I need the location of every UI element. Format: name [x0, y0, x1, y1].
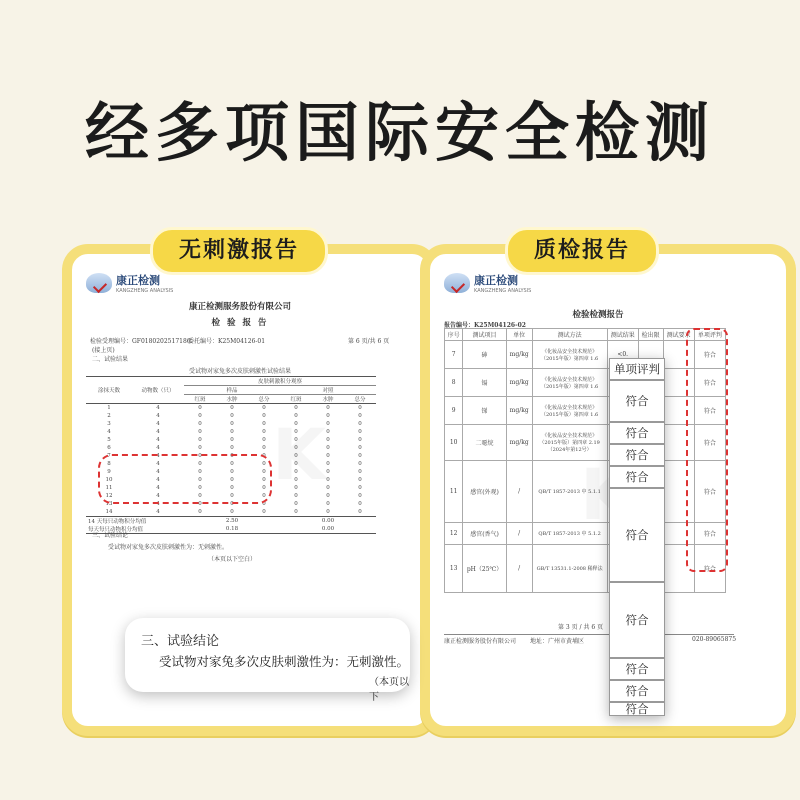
- table-cell: 0: [358, 413, 362, 419]
- table-cell: 0: [230, 453, 234, 459]
- table-cell: 0: [230, 413, 234, 419]
- judgement-header: 单项评判: [609, 358, 665, 380]
- col-header-top: 皮肤刺激积分观察: [184, 377, 376, 386]
- judgement-cell: 符合: [609, 702, 665, 716]
- table-cell: 4: [107, 429, 111, 435]
- table-cell: 0: [198, 461, 202, 467]
- quality-report-card: [420, 244, 796, 736]
- table-cell: 0: [294, 501, 298, 507]
- report-title: 检验检测报告: [572, 310, 624, 320]
- sum-label: 14 天每只动物积分均值: [88, 519, 147, 525]
- table-cell: 4: [156, 453, 160, 459]
- table-cell: 4: [156, 477, 160, 483]
- table-cell: 锑: [463, 397, 506, 425]
- table-cell: 0: [262, 501, 266, 507]
- table-cell: 0: [198, 493, 202, 499]
- conclusion-text: 受试物对家兔多次皮肤刺激性为：无刺激性。: [108, 544, 229, 551]
- table-cell: 5: [107, 437, 111, 443]
- tag-quality-report: 质检报告: [505, 227, 659, 275]
- report-number: 报告编号：K25M04126-02: [444, 322, 526, 329]
- table-cell: 0: [198, 469, 202, 475]
- table-cell: 4: [156, 509, 160, 515]
- table-cell: 0: [230, 405, 234, 411]
- judgement-cell: 符合: [609, 488, 665, 582]
- sub-total: 总分: [354, 397, 366, 403]
- page-number: 第 3 页 / 共 6 页: [558, 624, 604, 631]
- table-cell: 0: [198, 509, 202, 515]
- table-cell: 符合: [694, 397, 725, 425]
- table-cell: 符合: [694, 523, 725, 545]
- table-cell: 0: [294, 509, 298, 515]
- zoom-heading: 三、试验结论: [141, 634, 220, 649]
- table-row: [86, 404, 376, 413]
- judgement-cell: 符合: [609, 658, 665, 680]
- sub-erythema: 红斑: [290, 397, 302, 403]
- table-cell: 4: [156, 501, 160, 507]
- table-cell: 14: [105, 509, 113, 515]
- table-cell: 0: [358, 493, 362, 499]
- table-cell: 0: [326, 429, 330, 435]
- table-cell: 0: [262, 437, 266, 443]
- table-cell: 11: [105, 485, 113, 491]
- table-cell: 0: [198, 501, 202, 507]
- table-cell: 0: [358, 453, 362, 459]
- table-cell: 0: [358, 485, 362, 491]
- table-cell: 4: [156, 421, 160, 427]
- table-cell: 《化妆品安全技术规范》（2015年版）第四章 1.6: [532, 369, 607, 397]
- table-cell: 10: [105, 477, 113, 483]
- table-cell: 0: [358, 421, 362, 427]
- table-cell: 12: [445, 523, 463, 545]
- table-row: [445, 397, 726, 425]
- table-row: [86, 444, 376, 452]
- table-cell: 0: [294, 437, 298, 443]
- table-caption: 受试物对家兔多次皮肤刺激性试验结果: [188, 368, 291, 375]
- table-cell: pH（25℃）: [463, 545, 506, 593]
- table-cell: 0: [326, 485, 330, 491]
- column-header: 测试方法: [532, 329, 607, 341]
- table-cell: 1: [107, 405, 111, 411]
- table-cell: 0: [230, 485, 234, 491]
- table-cell: 9: [107, 469, 111, 475]
- sum-sample: 2.50: [225, 518, 239, 524]
- table-row: [445, 545, 726, 593]
- logo-name: 康正检测: [116, 274, 160, 287]
- table-cell: 镉: [463, 369, 506, 397]
- table-cell: /: [506, 523, 532, 545]
- table-cell: 0: [262, 469, 266, 475]
- section-results: 二、试验结果: [92, 356, 129, 363]
- table-cell: 9: [445, 397, 463, 425]
- table-cell: mg/kg: [506, 425, 532, 461]
- section-conclusion: 三、试验结论: [92, 532, 129, 539]
- table-cell: 《化妆品安全技术规范》（2015年版）第四章 1.6: [532, 397, 607, 425]
- judgement-cell: 符合: [609, 422, 665, 444]
- table-row: [86, 420, 376, 428]
- group-sample: 样品: [184, 386, 280, 395]
- table-cell: 0: [358, 469, 362, 475]
- zoom-note: （本页以下: [369, 677, 409, 703]
- judgement-cell: 符合: [609, 466, 665, 488]
- meta-accept-no: 检验受理编号：GF0180202517186: [90, 338, 191, 345]
- column-header: 序号: [445, 329, 463, 341]
- table-cell: 0: [326, 421, 330, 427]
- table-cell: 0: [358, 445, 362, 451]
- table-cell: 0: [326, 469, 330, 475]
- blank-note: （本页以下空白）: [208, 556, 257, 563]
- table-cell: 0: [294, 405, 298, 411]
- table-row: [445, 425, 726, 461]
- column-header: 检出限: [638, 329, 663, 341]
- table-cell: 0: [294, 445, 298, 451]
- sub-edema: 水肿: [322, 397, 334, 403]
- table-cell: 4: [156, 469, 160, 475]
- table-cell: 6: [107, 445, 111, 451]
- table-cell: 7: [107, 453, 111, 459]
- footer-company: 康正检测服务股份有限公司: [444, 638, 517, 645]
- judgement-cell: 符合: [609, 380, 665, 422]
- table-cell: /: [506, 545, 532, 593]
- table-cell: 0: [358, 429, 362, 435]
- continued-note: (接上页): [92, 347, 115, 354]
- table-cell: 0: [198, 445, 202, 451]
- table-row: [445, 369, 726, 397]
- avg-control: 0.00: [321, 526, 335, 532]
- logo-sub: KANGZHENG ANALYSIS: [116, 288, 174, 294]
- judgement-cell: 符合: [609, 680, 665, 702]
- column-header: 单项评判: [694, 329, 725, 341]
- table-cell: 0: [198, 437, 202, 443]
- table-cell: 0: [358, 405, 362, 411]
- table-cell: 0: [262, 509, 266, 515]
- table-cell: 二噁烷: [463, 425, 506, 461]
- table-cell: 0: [262, 477, 266, 483]
- table-cell: 0: [326, 445, 330, 451]
- sum-control: 0.00: [321, 518, 335, 524]
- table-cell: 0: [230, 437, 234, 443]
- table-cell: 3: [107, 421, 111, 427]
- table-cell: 《化妆品安全技术规范》（2015年版）第四章 1.6: [532, 341, 607, 369]
- table-cell: 13: [105, 501, 113, 507]
- table-cell: 0: [358, 461, 362, 467]
- table-cell: 8: [445, 369, 463, 397]
- table-cell: 0: [294, 453, 298, 459]
- table-cell: 0: [358, 437, 362, 443]
- table-cell: 0: [198, 405, 202, 411]
- table-cell: 符合: [694, 545, 725, 593]
- table-cell: 感官(外观): [463, 461, 506, 523]
- table-cell: 10: [445, 425, 463, 461]
- table-row: [445, 341, 726, 369]
- judgement-column-zoom: [609, 358, 665, 716]
- report-title: 检 验 报 告: [211, 318, 269, 328]
- table-cell: 0: [198, 453, 202, 459]
- company-name: 康正检测服务股份有限公司: [188, 302, 291, 312]
- table-cell: <0.: [607, 341, 638, 369]
- page-title: 经多项国际安全检测: [85, 97, 715, 171]
- table-cell: 0: [230, 429, 234, 435]
- table-cell: 0: [230, 501, 234, 507]
- table-row: [86, 412, 376, 420]
- table-cell: 0: [294, 421, 298, 427]
- col-days: 涂抹天数: [97, 388, 120, 394]
- table-row: [86, 436, 376, 444]
- column-header: 测试要求: [663, 329, 694, 341]
- table-cell: 0: [262, 405, 266, 411]
- table-cell: 13: [445, 545, 463, 593]
- table-cell: 0: [326, 413, 330, 419]
- table-cell: 0: [262, 445, 266, 451]
- table-cell: 4: [156, 413, 160, 419]
- table-cell: 符合: [694, 461, 725, 523]
- table-cell: 《化妆品安全技术规范》（2015年版）第四章 2.19（2024年第12号）: [532, 425, 607, 461]
- table-cell: 符合: [694, 425, 725, 461]
- table-cell: 0: [294, 461, 298, 467]
- table-cell: 4: [156, 405, 160, 411]
- table-cell: 0: [294, 413, 298, 419]
- table-cell: 0: [358, 509, 362, 515]
- table-cell: 11: [445, 461, 463, 523]
- table-cell: 0: [230, 461, 234, 467]
- sub-erythema: 红斑: [194, 397, 206, 403]
- table-cell: 0: [294, 469, 298, 475]
- judgement-cell: 符合: [609, 444, 665, 466]
- footer-phone: 020-89065875: [692, 636, 737, 643]
- table-cell: 0: [326, 501, 330, 507]
- table-cell: 4: [156, 485, 160, 491]
- table-cell: 感官(香气): [463, 523, 506, 545]
- table-cell: 符合: [694, 369, 725, 397]
- kangzheng-logo: [86, 272, 173, 294]
- table-cell: 0: [230, 421, 234, 427]
- judgement-cell: 符合: [609, 582, 665, 658]
- meta-client-no: 委托编号：K25M04126-01: [188, 338, 266, 345]
- conclusion-zoom: [125, 618, 410, 703]
- table-cell: /: [506, 461, 532, 523]
- table-cell: 0: [198, 413, 202, 419]
- column-header: 单位: [506, 329, 532, 341]
- table-cell: 0: [198, 477, 202, 483]
- table-cell: 8: [107, 461, 111, 467]
- table-cell: 0: [294, 485, 298, 491]
- table-cell: 0: [230, 469, 234, 475]
- kangzheng-logo-icon: [444, 273, 470, 293]
- zoom-content: 受试物对家兔多次皮肤刺激性为：无刺激性。: [159, 654, 410, 669]
- column-header: 测试结果: [607, 329, 638, 341]
- table-cell: 0: [326, 461, 330, 467]
- table-cell: 0: [326, 437, 330, 443]
- table-cell: 0: [262, 421, 266, 427]
- table-cell: 砷: [463, 341, 506, 369]
- footer-address: 地址：广州市黄埔区: [530, 638, 585, 645]
- table-cell: 0: [326, 477, 330, 483]
- footer-divider: [444, 634, 734, 635]
- avg-label: 每天每只动物积分均值: [88, 527, 144, 533]
- table-cell: 0: [198, 421, 202, 427]
- table-cell: 0: [262, 485, 266, 491]
- table-cell: 0: [326, 509, 330, 515]
- table-cell: 0: [326, 493, 330, 499]
- table-cell: 2: [107, 413, 111, 419]
- table-cell: 4: [156, 429, 160, 435]
- column-header: 测试项目: [463, 329, 506, 341]
- table-cell: mg/kg: [506, 369, 532, 397]
- avg-sample: 0.18: [225, 526, 239, 532]
- table-cell: 0: [326, 453, 330, 459]
- table-cell: mg/kg: [506, 397, 532, 425]
- logo-sub: KANGZHENG ANALYSIS: [474, 288, 532, 294]
- table-cell: 12: [105, 493, 113, 499]
- table-cell: 0: [262, 493, 266, 499]
- sub-total: 总分: [258, 397, 270, 403]
- tag-no-irritation-report: 无刺激报告: [150, 227, 328, 275]
- table-cell: 0: [262, 461, 266, 467]
- table-cell: 0: [294, 477, 298, 483]
- table-cell: 4: [156, 493, 160, 499]
- table-cell: 0: [262, 453, 266, 459]
- logo-name: 康正检测: [474, 274, 518, 287]
- table-cell: GB/T 13531.1-2008 稀释法: [532, 545, 607, 593]
- table-cell: 7: [445, 341, 463, 369]
- table-cell: 0: [230, 477, 234, 483]
- table-cell: 0: [294, 429, 298, 435]
- table-row: [445, 523, 726, 545]
- table-cell: 0: [198, 429, 202, 435]
- table-cell: QB/T 1857-2013 中 5.1.2: [532, 523, 607, 545]
- table-cell: mg/kg: [506, 341, 532, 369]
- kangzheng-logo: [444, 272, 531, 294]
- quality-table: [444, 328, 726, 593]
- table-cell: 0: [230, 509, 234, 515]
- table-cell: 符合: [694, 341, 725, 369]
- table-cell: 0: [230, 445, 234, 451]
- table-cell: 0: [230, 493, 234, 499]
- table-cell: 0: [358, 501, 362, 507]
- col-animals: 动物数（只）: [141, 388, 175, 394]
- group-control: 对照: [280, 386, 376, 395]
- table-cell: 0: [262, 429, 266, 435]
- meta-page: 第 6 页/共 6 页: [348, 338, 390, 345]
- highlight-box: [686, 328, 728, 572]
- table-cell: 0: [262, 413, 266, 419]
- table-cell: 0: [294, 493, 298, 499]
- table-row: [86, 428, 376, 436]
- table-cell: 4: [156, 445, 160, 451]
- table-cell: 0: [198, 485, 202, 491]
- table-cell: 0: [326, 405, 330, 411]
- table-cell: 0: [358, 477, 362, 483]
- table-row: [86, 508, 376, 517]
- table-row: [445, 461, 726, 523]
- highlight-box: [98, 454, 272, 504]
- table-cell: 4: [156, 461, 160, 467]
- table-cell: QB/T 1857-2013 中 5.1.1: [532, 461, 607, 523]
- table-cell: 4: [156, 437, 160, 443]
- sub-edema: 水肿: [226, 397, 238, 403]
- kangzheng-logo-icon: [86, 273, 112, 293]
